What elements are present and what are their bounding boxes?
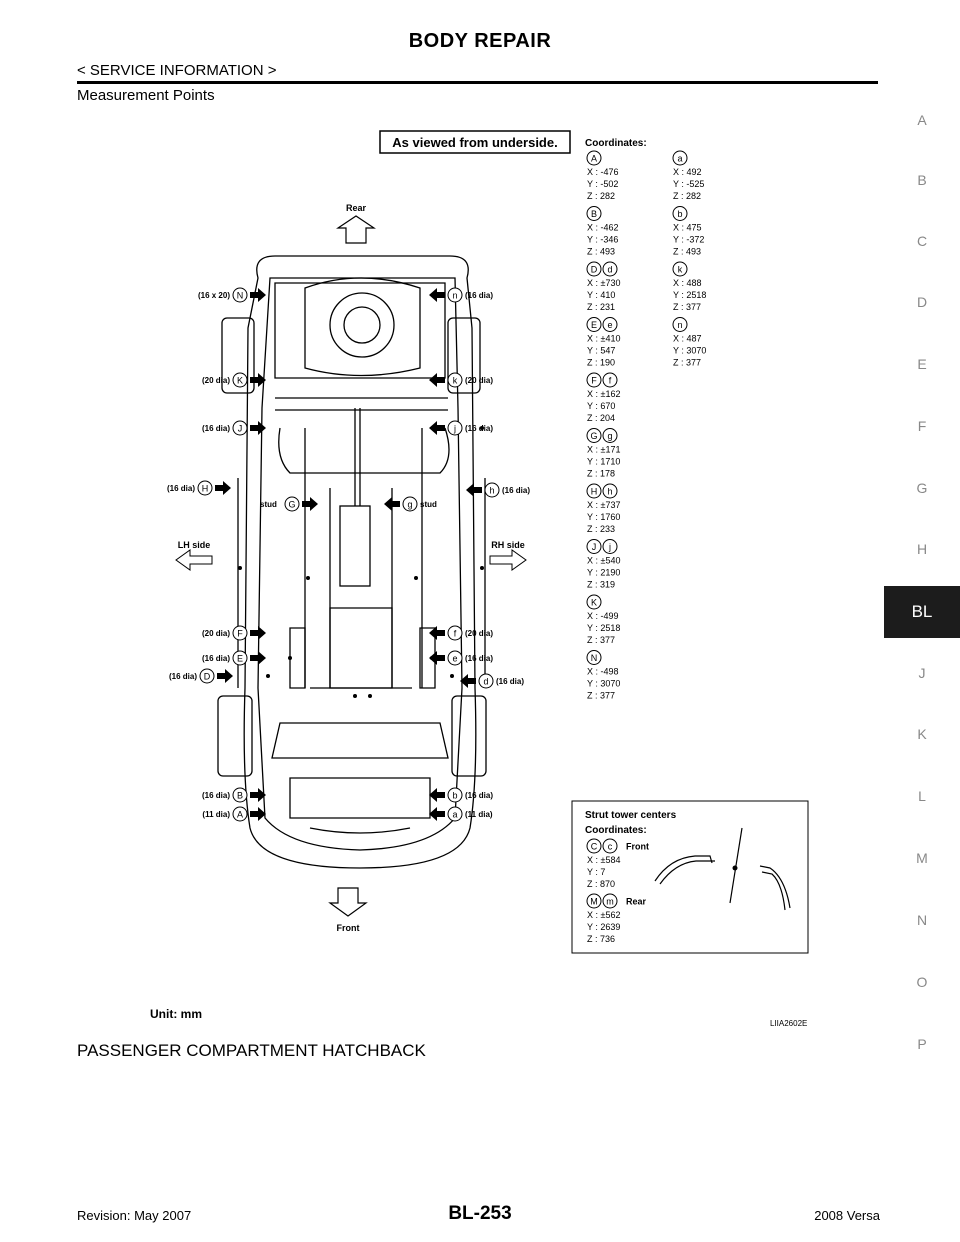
callout-K: [202, 373, 266, 387]
footer-revision: Revision: May 2007: [77, 1208, 192, 1223]
svg-text:m: m: [606, 896, 614, 907]
section-index-o[interactable]: O: [916, 974, 928, 990]
svg-text:E: E: [236, 653, 244, 664]
unit-label: Unit: mm: [150, 1007, 202, 1021]
coord-y: Y : -502: [587, 179, 619, 189]
body-holes: [237, 423, 484, 698]
coord-y: Y : -372: [673, 234, 705, 245]
point-K-marker: [587, 595, 601, 609]
callout-k: [429, 373, 493, 387]
callout-b: [429, 788, 493, 802]
svg-text:(16 dia): (16 dia): [502, 486, 531, 495]
coord-block-Dd: [587, 262, 620, 312]
svg-text:B: B: [590, 209, 598, 219]
svg-text:n: n: [452, 290, 458, 301]
svg-text:(16 dia): (16 dia): [496, 677, 525, 686]
svg-text:J: J: [591, 542, 597, 552]
svg-text:M: M: [590, 896, 598, 907]
coord-z: Z : 377: [587, 635, 616, 645]
section-breadcrumb: < SERVICE INFORMATION >: [77, 62, 277, 79]
coord-block-n: [673, 318, 706, 368]
coord-z: Z : 178: [587, 468, 616, 479]
rear-arrow-icon: [338, 216, 374, 243]
svg-text:Rear: Rear: [626, 896, 647, 907]
point-B-marker: [587, 207, 601, 221]
point-F-marker: [587, 373, 601, 387]
svg-text:F: F: [237, 628, 243, 639]
section-index-k[interactable]: K: [917, 726, 927, 742]
section-index-c[interactable]: C: [916, 233, 928, 249]
rh-side-label: RH side: [491, 540, 525, 550]
callout-arrow-icon: [429, 288, 445, 302]
coord-x: X : -462: [587, 222, 619, 233]
point-h-marker: [603, 484, 617, 498]
point-b-marker: [448, 788, 462, 802]
svg-text:h: h: [489, 485, 495, 496]
point-c-marker: [603, 839, 617, 853]
svg-text:d: d: [483, 676, 489, 687]
coord-z: Z : 190: [587, 357, 616, 368]
svg-text:j: j: [454, 423, 456, 434]
point-H-marker: [587, 484, 601, 498]
strut-center-point: [733, 866, 738, 871]
point-N-marker: [587, 651, 601, 665]
callout-arrow-icon: [429, 373, 445, 387]
point-E-marker: [233, 651, 247, 665]
callout-d: [460, 674, 524, 688]
coord-z: Z : 282: [587, 191, 616, 201]
coord-z: Z : 870: [587, 879, 616, 889]
coord-z: Z : 377: [673, 302, 702, 312]
section-index-b[interactable]: B: [917, 172, 927, 188]
point-H-marker: [198, 481, 212, 495]
section-index-e[interactable]: E: [917, 356, 927, 372]
coord-y: Y : 2518: [673, 290, 707, 300]
svg-text:(20 dia): (20 dia): [465, 376, 494, 385]
callout-B: [202, 788, 266, 802]
point-f-marker: [448, 626, 462, 640]
strut-title: Strut tower centers: [585, 810, 677, 821]
point-A-marker: [233, 807, 247, 821]
coord-x: X : ±410: [587, 333, 621, 344]
svg-text:f: f: [453, 628, 457, 639]
coord-y: Y : 1760: [587, 512, 621, 522]
svg-text:stud: stud: [420, 500, 437, 509]
callout-arrow-icon: [250, 626, 266, 640]
point-j-marker: [603, 540, 617, 554]
coord-x: X : -498: [587, 666, 619, 677]
coord-x: X : ±737: [587, 500, 621, 510]
coord-block-Jj: [587, 540, 620, 590]
svg-text:(16 dia): (16 dia): [201, 791, 230, 800]
section-index-d[interactable]: D: [916, 294, 928, 310]
point-e-marker: [603, 318, 617, 332]
point-J-marker: [587, 540, 601, 554]
point-j-marker: [448, 421, 462, 435]
section-index-p[interactable]: P: [917, 1036, 927, 1052]
header-rule: [77, 81, 878, 84]
svg-text:(16 dia): (16 dia): [168, 672, 197, 681]
svg-text:(16 dia): (16 dia): [465, 291, 494, 300]
svg-text:e: e: [607, 320, 613, 330]
svg-text:f: f: [608, 375, 612, 386]
coord-y: Y : 410: [587, 290, 616, 300]
point-m-marker: [603, 894, 617, 908]
coord-block-N: [587, 651, 620, 701]
coord-y: Y : 3070: [673, 345, 707, 356]
point-K-marker: [233, 373, 247, 387]
section-heading: PASSENGER COMPARTMENT HATCHBACK: [77, 1041, 426, 1060]
coord-block-K: [587, 595, 620, 645]
coord-z: Z : 736: [587, 934, 616, 944]
point-n-marker: [448, 288, 462, 302]
coord-y: Y : 3070: [587, 678, 621, 689]
section-index-h[interactable]: H: [916, 541, 928, 557]
point-J-marker: [233, 421, 247, 435]
point-f-marker: [603, 373, 617, 387]
svg-text:E: E: [590, 320, 598, 330]
subsection-title: Measurement Points: [77, 87, 215, 104]
svg-text:F: F: [591, 375, 597, 386]
svg-text:(20 dia): (20 dia): [201, 376, 230, 385]
footer-model: 2008 Versa: [814, 1208, 880, 1223]
svg-text:stud: stud: [260, 500, 277, 509]
svg-text:b: b: [452, 790, 458, 801]
figure-code: LIIA2602E: [770, 1019, 808, 1028]
coord-z: Z : 377: [673, 357, 702, 368]
coord-x: X : 492: [673, 167, 702, 177]
svg-text:C: C: [590, 841, 598, 852]
point-b-marker: [673, 207, 687, 221]
section-index-n[interactable]: N: [916, 912, 928, 928]
point-k-marker: [448, 373, 462, 387]
callout-arrow-icon: [384, 497, 400, 511]
underbody-diagram: [130, 128, 830, 1028]
callout-arrow-icon: [429, 421, 445, 435]
coord-x: X : ±162: [587, 389, 621, 399]
svg-text:b: b: [677, 209, 683, 219]
svg-text:(16 dia): (16 dia): [201, 424, 230, 433]
svg-text:e: e: [452, 653, 458, 664]
svg-text:G: G: [288, 499, 296, 510]
coord-x: X : 487: [673, 333, 702, 344]
callout-H: [167, 481, 231, 495]
callout-A: [202, 807, 266, 821]
coord-block-A: [587, 151, 619, 201]
point-D-marker: [200, 669, 214, 683]
point-C-marker: [587, 839, 601, 853]
section-index-g[interactable]: G: [916, 480, 928, 496]
svg-text:(16 x 20): (16 x 20): [197, 291, 230, 300]
coord-z: Z : 204: [587, 413, 616, 423]
coord-y: Y : -346: [587, 234, 619, 245]
section-index: [884, 100, 960, 1060]
coordinates-left-column: [587, 151, 620, 701]
point-e-marker: [448, 651, 462, 665]
point-G-marker: [285, 497, 299, 511]
coord-x: X : 475: [673, 222, 702, 233]
point-n-marker: [673, 318, 687, 332]
coord-z: Z : 282: [673, 191, 702, 201]
svg-text:c: c: [607, 841, 613, 852]
point-d-marker: [603, 262, 617, 276]
svg-text:Front: Front: [626, 841, 649, 852]
section-index-bl[interactable]: BL: [884, 586, 960, 638]
coord-block-a: [673, 151, 704, 201]
svg-text:k: k: [677, 264, 683, 275]
callout-G: [260, 497, 318, 511]
coord-y: Y : 2639: [587, 922, 621, 932]
point-D-marker: [587, 262, 601, 276]
callout-arrow-icon: [250, 288, 266, 302]
coord-x: X : -476: [587, 167, 619, 177]
coord-block-Ff: [587, 373, 620, 423]
section-index-a[interactable]: A: [917, 112, 927, 128]
point-E-marker: [587, 318, 601, 332]
coordinates-title: Coordinates:: [585, 138, 647, 149]
coord-z: Z : 319: [587, 579, 616, 590]
vehicle-outline: [218, 256, 489, 868]
callout-arrow-icon: [217, 669, 233, 683]
point-d-marker: [479, 674, 493, 688]
svg-text:g: g: [407, 499, 413, 510]
coord-block-Ee: [587, 318, 620, 368]
coord-z: Z : 233: [587, 524, 616, 534]
callout-n: [429, 288, 493, 302]
svg-text:J: J: [237, 423, 243, 434]
section-index-j[interactable]: J: [918, 665, 926, 681]
coord-x: X : ±540: [587, 555, 621, 566]
svg-text:(20 dia): (20 dia): [465, 629, 494, 638]
svg-text:n: n: [677, 320, 683, 330]
svg-text:G: G: [590, 431, 598, 441]
svg-text:K: K: [236, 375, 244, 386]
svg-text:j: j: [609, 542, 611, 552]
coord-z: Z : 493: [587, 246, 616, 257]
callout-arrow-icon: [250, 651, 266, 665]
point-B-marker: [233, 788, 247, 802]
section-index-m[interactable]: M: [916, 850, 928, 866]
coord-z: Z : 493: [673, 246, 702, 257]
strut-tower-box: [572, 801, 808, 953]
svg-text:A: A: [236, 809, 244, 820]
rh-arrow-icon: [490, 550, 526, 570]
coord-y: Y : 670: [587, 401, 616, 411]
point-A-marker: [587, 151, 601, 165]
coord-block-Gg: [587, 429, 620, 479]
svg-text:(11 dia): (11 dia): [202, 810, 230, 819]
callout-E: [202, 651, 266, 665]
coord-block-b: [673, 207, 704, 257]
callout-arrow-icon: [215, 481, 231, 495]
svg-text:A: A: [590, 153, 598, 164]
point-M-marker: [587, 894, 601, 908]
svg-text:k: k: [452, 375, 458, 386]
coord-block-B: [587, 207, 619, 257]
svg-text:K: K: [590, 597, 598, 608]
svg-text:(11 dia): (11 dia): [465, 810, 493, 819]
strut-coordinates-title: Coordinates:: [585, 825, 647, 836]
page-number: BL-253: [448, 1203, 512, 1224]
coord-block-k: [673, 262, 706, 312]
lh-arrow-icon: [176, 550, 212, 570]
callout-arrow-icon: [250, 807, 266, 821]
coordinates-right-column: [673, 151, 706, 368]
coord-z: Z : 231: [587, 302, 616, 312]
point-N-marker: [233, 288, 247, 302]
point-h-marker: [485, 483, 499, 497]
svg-text:B: B: [236, 790, 244, 801]
svg-text:N: N: [236, 290, 244, 301]
point-a-marker: [673, 151, 687, 165]
svg-text:H: H: [590, 486, 598, 497]
coord-x: X : ±584: [587, 855, 621, 865]
point-a-marker: [448, 807, 462, 821]
svg-text:H: H: [201, 483, 209, 494]
section-index-l[interactable]: L: [918, 788, 926, 804]
coord-x: X : ±730: [587, 278, 621, 288]
coord-y: Y : 2518: [587, 623, 621, 633]
svg-text:a: a: [452, 809, 458, 820]
coord-y: Y : 1710: [587, 456, 621, 467]
coord-z: Z : 377: [587, 690, 616, 701]
svg-text:(16 dia): (16 dia): [465, 654, 494, 663]
callout-D: [169, 669, 233, 683]
front-arrow-icon: [330, 888, 366, 916]
svg-text:D: D: [590, 264, 598, 275]
svg-text:d: d: [607, 264, 613, 275]
callout-arrow-icon: [429, 788, 445, 802]
callout-h: [466, 483, 530, 497]
svg-text:(20 dia): (20 dia): [201, 629, 230, 638]
lh-side-label: LH side: [177, 540, 211, 550]
callout-g: [384, 497, 437, 511]
coord-y: Y : 547: [587, 345, 616, 356]
svg-text:(16 dia): (16 dia): [465, 424, 494, 433]
point-F-marker: [233, 626, 247, 640]
point-k-marker: [673, 262, 687, 276]
svg-text:g: g: [607, 431, 613, 441]
point-g-marker: [603, 429, 617, 443]
view-label: As viewed from underside.: [392, 135, 558, 150]
svg-text:D: D: [203, 671, 211, 682]
coord-x: X : ±171: [587, 444, 621, 455]
coord-y: Y : 2190: [587, 567, 621, 578]
rear-label: Rear: [345, 203, 367, 213]
coord-x: X : -499: [587, 611, 619, 621]
svg-text:h: h: [607, 486, 613, 497]
callout-a: [429, 807, 493, 821]
callout-arrow-icon: [429, 807, 445, 821]
callout-j: [429, 421, 493, 435]
coord-y: Y : 7: [587, 867, 606, 877]
svg-text:(16 dia): (16 dia): [166, 484, 195, 493]
coord-x: X : 488: [673, 278, 702, 288]
page-title: BODY REPAIR: [408, 30, 552, 52]
svg-text:(16 dia): (16 dia): [201, 654, 230, 663]
callout-arrow-icon: [429, 651, 445, 665]
section-index-f[interactable]: F: [917, 418, 927, 434]
coord-y: Y : -525: [673, 179, 705, 189]
callout-F: [202, 626, 266, 640]
svg-text:a: a: [677, 153, 683, 164]
callout-arrow-icon: [466, 483, 482, 497]
svg-text:N: N: [590, 653, 598, 663]
callout-J: [202, 421, 266, 435]
point-g-marker: [403, 497, 417, 511]
svg-text:(16 dia): (16 dia): [465, 791, 494, 800]
coord-block-Hh: [587, 484, 620, 534]
front-label: Front: [336, 923, 360, 933]
point-G-marker: [587, 429, 601, 443]
callout-arrow-icon: [250, 421, 266, 435]
coord-x: X : ±562: [587, 910, 621, 920]
